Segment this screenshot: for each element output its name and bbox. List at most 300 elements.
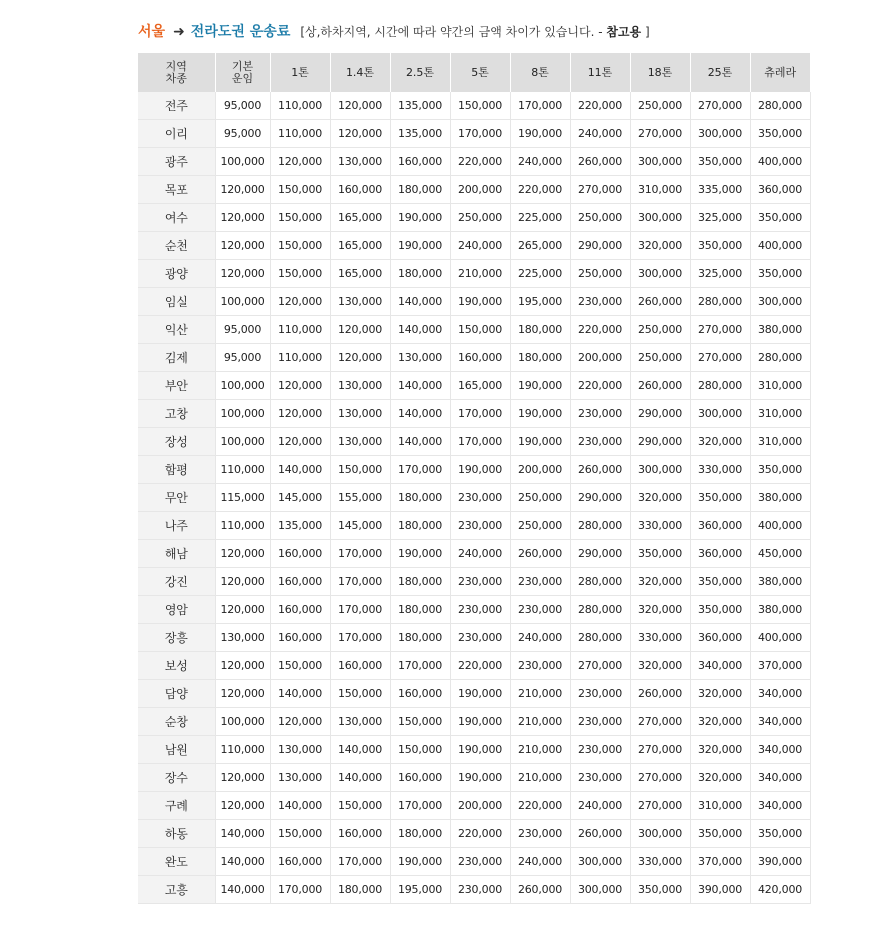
region-cell: 완도 [138, 848, 215, 876]
fare-cell: 140,000 [330, 736, 390, 764]
column-header-line1: 11톤 [587, 65, 613, 79]
fare-cell: 300,000 [630, 260, 690, 288]
fare-table-header [138, 53, 810, 92]
table-row [138, 624, 810, 652]
fare-cell: 180,000 [390, 260, 450, 288]
fare-cell: 280,000 [570, 568, 630, 596]
fare-cell: 400,000 [750, 148, 810, 176]
fare-cell: 130,000 [215, 624, 270, 652]
fare-cell: 110,000 [270, 316, 330, 344]
fare-cell: 200,000 [450, 176, 510, 204]
fare-cell: 110,000 [270, 120, 330, 148]
fare-cell: 115,000 [215, 484, 270, 512]
fare-cell: 165,000 [330, 260, 390, 288]
fare-cell: 130,000 [270, 764, 330, 792]
fare-cell: 140,000 [270, 680, 330, 708]
fare-cell: 210,000 [510, 708, 570, 736]
fare-cell: 280,000 [570, 596, 630, 624]
fare-cell: 360,000 [750, 176, 810, 204]
fare-cell: 320,000 [690, 428, 750, 456]
region-cell: 구례 [138, 792, 215, 820]
fare-cell: 290,000 [570, 232, 630, 260]
region-cell: 보성 [138, 652, 215, 680]
fare-cell: 135,000 [390, 92, 450, 120]
fare-cell: 230,000 [450, 512, 510, 540]
fare-cell: 110,000 [270, 92, 330, 120]
fare-cell: 140,000 [330, 764, 390, 792]
fare-cell: 170,000 [270, 876, 330, 904]
region-cell: 부안 [138, 372, 215, 400]
fare-cell: 190,000 [390, 540, 450, 568]
fare-cell: 150,000 [330, 792, 390, 820]
fare-cell: 300,000 [630, 820, 690, 848]
fare-cell: 350,000 [750, 120, 810, 148]
column-header [450, 53, 510, 92]
fare-cell: 390,000 [750, 848, 810, 876]
fare-cell: 250,000 [510, 512, 570, 540]
column-header [510, 53, 570, 92]
fare-cell: 300,000 [630, 148, 690, 176]
fare-cell: 145,000 [270, 484, 330, 512]
fare-cell: 180,000 [390, 568, 450, 596]
fare-cell: 350,000 [690, 820, 750, 848]
fare-cell: 220,000 [450, 652, 510, 680]
fare-cell: 170,000 [450, 428, 510, 456]
fare-cell: 380,000 [750, 316, 810, 344]
fare-cell: 190,000 [450, 736, 510, 764]
fare-cell: 140,000 [215, 876, 270, 904]
fare-cell: 340,000 [750, 764, 810, 792]
fare-cell: 330,000 [630, 848, 690, 876]
destination-label: 전라도권 운송료 [190, 24, 291, 40]
region-cell: 남원 [138, 736, 215, 764]
fare-cell: 170,000 [510, 92, 570, 120]
fare-table-body [138, 92, 810, 904]
fare-cell: 180,000 [390, 176, 450, 204]
fare-cell: 350,000 [750, 456, 810, 484]
region-cell: 담양 [138, 680, 215, 708]
fare-cell: 160,000 [270, 568, 330, 596]
fare-cell: 100,000 [215, 288, 270, 316]
fare-cell: 270,000 [690, 344, 750, 372]
region-cell: 익산 [138, 316, 215, 344]
fare-cell: 170,000 [330, 848, 390, 876]
fare-cell: 335,000 [690, 176, 750, 204]
fare-cell: 240,000 [510, 848, 570, 876]
table-row [138, 792, 810, 820]
fare-cell: 180,000 [510, 344, 570, 372]
fare-cell: 225,000 [510, 260, 570, 288]
fare-cell: 190,000 [450, 456, 510, 484]
fare-cell: 350,000 [750, 204, 810, 232]
fare-cell: 100,000 [215, 708, 270, 736]
fare-cell: 140,000 [390, 428, 450, 456]
fare-cell: 320,000 [630, 652, 690, 680]
fare-cell: 250,000 [570, 204, 630, 232]
fare-cell: 120,000 [270, 372, 330, 400]
fare-cell: 380,000 [750, 596, 810, 624]
fare-cell: 260,000 [630, 288, 690, 316]
fare-cell: 130,000 [330, 400, 390, 428]
column-header [570, 53, 630, 92]
fare-cell: 165,000 [450, 372, 510, 400]
fare-cell: 270,000 [630, 764, 690, 792]
fare-cell: 350,000 [690, 568, 750, 596]
fare-cell: 120,000 [330, 316, 390, 344]
fare-cell: 170,000 [330, 540, 390, 568]
fare-cell: 150,000 [390, 736, 450, 764]
column-header-line2: 차종 [165, 71, 187, 85]
region-cell: 고흥 [138, 876, 215, 904]
fare-cell: 120,000 [270, 288, 330, 316]
fare-cell: 170,000 [330, 568, 390, 596]
fare-cell: 135,000 [270, 512, 330, 540]
fare-cell: 290,000 [570, 484, 630, 512]
fare-cell: 350,000 [690, 232, 750, 260]
fare-cell: 180,000 [390, 820, 450, 848]
fare-cell: 310,000 [750, 428, 810, 456]
column-header [390, 53, 450, 92]
region-cell: 강진 [138, 568, 215, 596]
fare-cell: 250,000 [630, 316, 690, 344]
fare-cell: 380,000 [750, 568, 810, 596]
table-row [138, 176, 810, 204]
fare-cell: 280,000 [570, 512, 630, 540]
fare-cell: 150,000 [450, 316, 510, 344]
fare-cell: 120,000 [215, 176, 270, 204]
fare-cell: 130,000 [330, 428, 390, 456]
fare-cell: 420,000 [750, 876, 810, 904]
fare-cell: 350,000 [630, 876, 690, 904]
fare-cell: 390,000 [690, 876, 750, 904]
fare-cell: 360,000 [690, 540, 750, 568]
fare-cell: 310,000 [750, 400, 810, 428]
fare-cell: 290,000 [630, 400, 690, 428]
fare-cell: 350,000 [750, 820, 810, 848]
fare-cell: 120,000 [330, 92, 390, 120]
fare-cell: 230,000 [450, 848, 510, 876]
fare-cell: 230,000 [450, 568, 510, 596]
fare-cell: 160,000 [390, 680, 450, 708]
region-cell: 영암 [138, 596, 215, 624]
table-row [138, 820, 810, 848]
fare-cell: 280,000 [690, 288, 750, 316]
region-cell: 무안 [138, 484, 215, 512]
fare-cell: 120,000 [215, 204, 270, 232]
fare-cell: 180,000 [510, 316, 570, 344]
fare-cell: 190,000 [450, 680, 510, 708]
fare-cell: 340,000 [750, 736, 810, 764]
fare-cell: 250,000 [450, 204, 510, 232]
fare-cell: 95,000 [215, 92, 270, 120]
fare-cell: 135,000 [390, 120, 450, 148]
fare-cell: 360,000 [690, 512, 750, 540]
fare-cell: 180,000 [390, 624, 450, 652]
column-header-region [138, 53, 215, 92]
fare-cell: 150,000 [450, 92, 510, 120]
fare-cell: 400,000 [750, 232, 810, 260]
fare-cell: 190,000 [510, 120, 570, 148]
fare-cell: 320,000 [630, 596, 690, 624]
price-note [300, 25, 649, 39]
fare-cell: 325,000 [690, 204, 750, 232]
fare-cell: 340,000 [750, 792, 810, 820]
fare-cell: 165,000 [330, 204, 390, 232]
fare-cell: 230,000 [570, 400, 630, 428]
fare-cell: 110,000 [215, 512, 270, 540]
region-cell: 광주 [138, 148, 215, 176]
fare-cell: 250,000 [570, 260, 630, 288]
fare-cell: 230,000 [510, 820, 570, 848]
column-header-line1: 25톤 [707, 65, 733, 79]
region-cell: 나주 [138, 512, 215, 540]
fare-cell: 120,000 [215, 540, 270, 568]
fare-cell: 155,000 [330, 484, 390, 512]
fare-cell: 120,000 [215, 260, 270, 288]
table-row [138, 484, 810, 512]
fare-cell: 270,000 [570, 176, 630, 204]
fare-cell: 190,000 [390, 232, 450, 260]
arrow-right-icon: ➜ [173, 24, 185, 40]
fare-cell: 330,000 [690, 456, 750, 484]
fare-cell: 160,000 [330, 176, 390, 204]
table-row [138, 876, 810, 904]
fare-cell: 350,000 [630, 540, 690, 568]
table-row [138, 652, 810, 680]
fare-cell: 140,000 [390, 400, 450, 428]
price-note-bold: 참고용 [606, 25, 642, 39]
fare-cell: 160,000 [330, 820, 390, 848]
fare-cell: 260,000 [570, 456, 630, 484]
fare-cell: 400,000 [750, 512, 810, 540]
fare-cell: 100,000 [215, 372, 270, 400]
fare-cell: 340,000 [750, 680, 810, 708]
table-row [138, 596, 810, 624]
fare-cell: 120,000 [215, 680, 270, 708]
column-header-line1: 지역 [165, 59, 187, 73]
fare-cell: 160,000 [390, 148, 450, 176]
fare-cell: 230,000 [570, 428, 630, 456]
fare-cell: 270,000 [630, 120, 690, 148]
fare-cell: 220,000 [510, 792, 570, 820]
fare-table [138, 53, 811, 904]
fare-cell: 270,000 [690, 92, 750, 120]
table-row [138, 120, 810, 148]
column-header-line1: 기본 [231, 59, 254, 73]
fare-cell: 100,000 [215, 148, 270, 176]
fare-cell: 270,000 [630, 736, 690, 764]
fare-cell: 230,000 [450, 876, 510, 904]
fare-cell: 290,000 [570, 540, 630, 568]
fare-cell: 120,000 [215, 232, 270, 260]
fare-cell: 290,000 [630, 428, 690, 456]
fare-cell: 130,000 [390, 344, 450, 372]
table-row [138, 288, 810, 316]
fare-cell: 180,000 [330, 876, 390, 904]
fare-cell: 260,000 [630, 680, 690, 708]
fare-cell: 210,000 [510, 764, 570, 792]
fare-cell: 220,000 [510, 176, 570, 204]
region-cell: 여수 [138, 204, 215, 232]
table-row [138, 232, 810, 260]
fare-cell: 120,000 [215, 568, 270, 596]
fare-cell: 200,000 [510, 456, 570, 484]
fare-cell: 240,000 [510, 148, 570, 176]
fare-cell: 320,000 [690, 708, 750, 736]
fare-cell: 190,000 [510, 372, 570, 400]
fare-cell: 280,000 [570, 624, 630, 652]
fare-cell: 310,000 [630, 176, 690, 204]
fare-cell: 370,000 [750, 652, 810, 680]
fare-cell: 120,000 [330, 344, 390, 372]
fare-cell: 270,000 [570, 652, 630, 680]
column-header [215, 53, 270, 92]
fare-cell: 230,000 [510, 596, 570, 624]
fare-cell: 150,000 [330, 680, 390, 708]
fare-cell: 370,000 [690, 848, 750, 876]
fare-cell: 280,000 [750, 344, 810, 372]
fare-cell: 230,000 [510, 652, 570, 680]
table-row [138, 372, 810, 400]
fare-cell: 270,000 [690, 316, 750, 344]
region-cell: 장수 [138, 764, 215, 792]
page-title [138, 22, 650, 42]
fare-cell: 400,000 [750, 624, 810, 652]
fare-cell: 145,000 [330, 512, 390, 540]
fare-cell: 130,000 [330, 148, 390, 176]
fare-cell: 240,000 [510, 624, 570, 652]
column-header [750, 53, 810, 92]
fare-cell: 300,000 [570, 876, 630, 904]
table-row [138, 344, 810, 372]
fare-cell: 240,000 [450, 540, 510, 568]
fare-cell: 300,000 [690, 120, 750, 148]
fare-cell: 220,000 [450, 148, 510, 176]
fare-cell: 230,000 [570, 764, 630, 792]
fare-cell: 160,000 [270, 540, 330, 568]
table-row [138, 764, 810, 792]
header-row [138, 53, 810, 92]
table-row [138, 680, 810, 708]
fare-cell: 230,000 [450, 484, 510, 512]
fare-cell: 220,000 [570, 316, 630, 344]
fare-cell: 180,000 [390, 484, 450, 512]
fare-cell: 120,000 [215, 792, 270, 820]
fare-cell: 200,000 [570, 344, 630, 372]
table-row [138, 148, 810, 176]
region-cell: 임실 [138, 288, 215, 316]
fare-cell: 260,000 [510, 540, 570, 568]
fare-cell: 140,000 [390, 288, 450, 316]
fare-cell: 230,000 [570, 288, 630, 316]
column-header-line1: 5톤 [471, 65, 489, 79]
fare-cell: 190,000 [450, 288, 510, 316]
column-header [270, 53, 330, 92]
fare-cell: 190,000 [510, 400, 570, 428]
region-cell: 고창 [138, 400, 215, 428]
fare-cell: 220,000 [450, 820, 510, 848]
fare-cell: 320,000 [690, 736, 750, 764]
fare-cell: 195,000 [510, 288, 570, 316]
fare-cell: 140,000 [270, 456, 330, 484]
fare-cell: 310,000 [750, 372, 810, 400]
fare-cell: 325,000 [690, 260, 750, 288]
fare-cell: 170,000 [450, 120, 510, 148]
region-cell: 장성 [138, 428, 215, 456]
region-cell: 함평 [138, 456, 215, 484]
fare-cell: 120,000 [215, 652, 270, 680]
fare-cell: 170,000 [450, 400, 510, 428]
fare-cell: 330,000 [630, 624, 690, 652]
fare-cell: 165,000 [330, 232, 390, 260]
fare-cell: 95,000 [215, 120, 270, 148]
fare-cell: 150,000 [270, 204, 330, 232]
fare-cell: 120,000 [215, 764, 270, 792]
table-row [138, 568, 810, 596]
fare-cell: 170,000 [330, 624, 390, 652]
fare-cell: 100,000 [215, 400, 270, 428]
table-row [138, 456, 810, 484]
fare-cell: 120,000 [270, 428, 330, 456]
table-row [138, 316, 810, 344]
column-header-line1: 8톤 [531, 65, 549, 79]
fare-cell: 130,000 [330, 288, 390, 316]
fare-cell: 280,000 [750, 92, 810, 120]
fare-cell: 140,000 [390, 316, 450, 344]
fare-cell: 380,000 [750, 484, 810, 512]
fare-cell: 230,000 [450, 624, 510, 652]
fare-cell: 140,000 [390, 372, 450, 400]
fare-cell: 210,000 [510, 680, 570, 708]
fare-cell: 190,000 [390, 848, 450, 876]
fare-cell: 230,000 [570, 736, 630, 764]
fare-cell: 140,000 [215, 820, 270, 848]
fare-cell: 160,000 [270, 624, 330, 652]
fare-cell: 230,000 [570, 680, 630, 708]
fare-cell: 120,000 [270, 148, 330, 176]
fare-cell: 350,000 [690, 148, 750, 176]
fare-cell: 230,000 [510, 568, 570, 596]
region-cell: 장흥 [138, 624, 215, 652]
table-row [138, 400, 810, 428]
fare-cell: 260,000 [510, 876, 570, 904]
table-row [138, 512, 810, 540]
fare-cell: 150,000 [390, 708, 450, 736]
fare-cell: 200,000 [450, 792, 510, 820]
region-cell: 해남 [138, 540, 215, 568]
fare-cell: 150,000 [330, 456, 390, 484]
column-header [690, 53, 750, 92]
column-header [630, 53, 690, 92]
fare-cell: 320,000 [630, 232, 690, 260]
fare-cell: 130,000 [330, 708, 390, 736]
region-cell: 전주 [138, 92, 215, 120]
fare-cell: 140,000 [270, 792, 330, 820]
fare-cell: 120,000 [215, 596, 270, 624]
fare-cell: 260,000 [630, 372, 690, 400]
fare-cell: 95,000 [215, 344, 270, 372]
fare-cell: 300,000 [630, 456, 690, 484]
fare-cell: 110,000 [215, 736, 270, 764]
fare-cell: 220,000 [570, 92, 630, 120]
column-header-line1: 18톤 [647, 65, 673, 79]
fare-cell: 320,000 [690, 764, 750, 792]
fare-cell: 350,000 [690, 484, 750, 512]
table-row [138, 260, 810, 288]
fare-cell: 150,000 [270, 260, 330, 288]
fare-cell: 190,000 [510, 428, 570, 456]
fare-cell: 240,000 [570, 792, 630, 820]
